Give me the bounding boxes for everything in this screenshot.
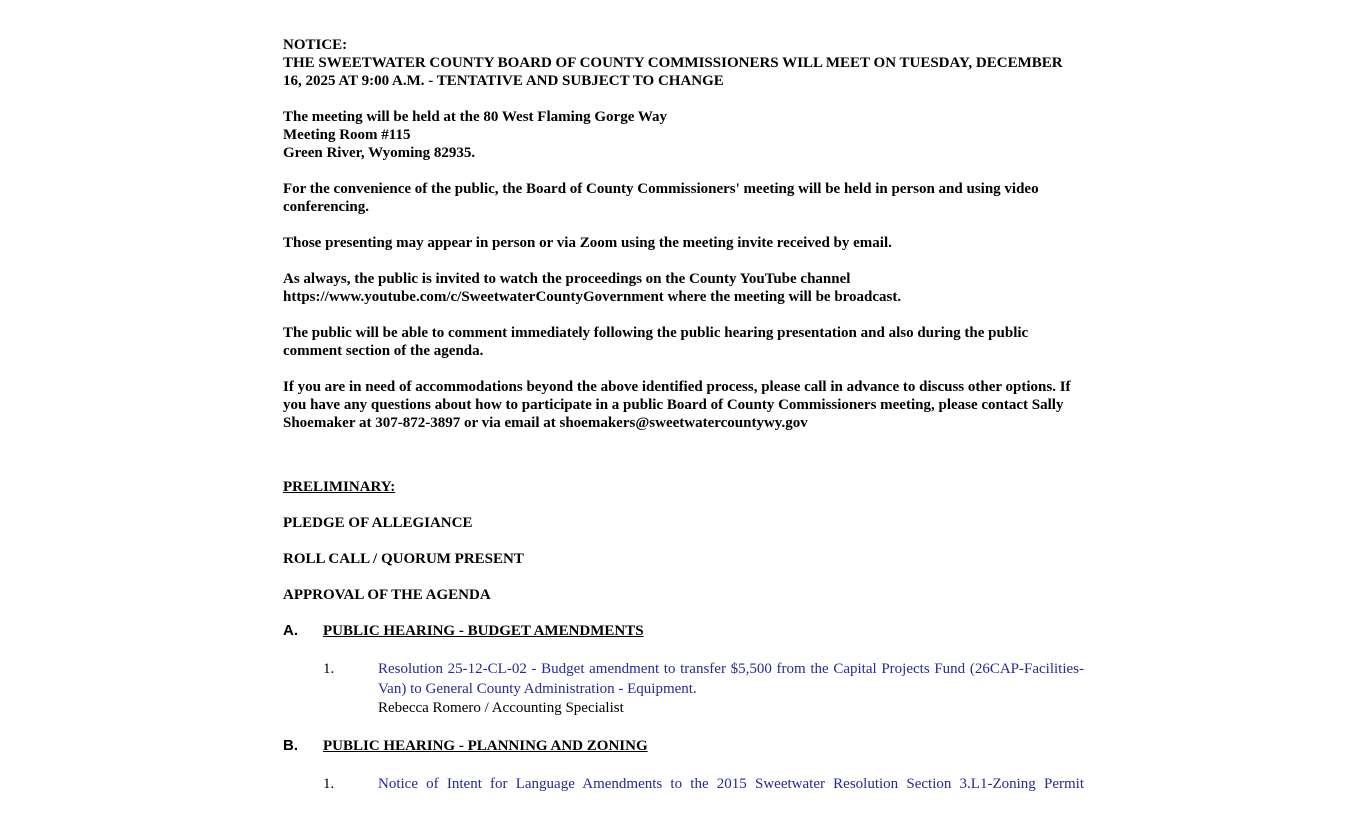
meeting-city-line: Green River, Wyoming 82935. (283, 145, 476, 161)
meeting-room-line: Meeting Room #115 (283, 127, 411, 143)
section-b-letter: B. (283, 737, 298, 754)
section-b-heading (283, 737, 1084, 755)
agenda-item-a1-number: 1. (323, 661, 335, 677)
notice-body: THE SWEETWATER COUNTY BOARD OF COUNTY COMMISSIONERS WILL MEET ON TUESDAY, DECEMBER 16, 2025 AT 9:00 A.M. - TENTATIVE AND SUBJECT TO CHANGE (283, 55, 1063, 89)
section-a-heading (283, 622, 1084, 640)
agenda-item-b1-link[interactable]: Notice of Intent for Language Amendments to the 2015 Sweetwater Resolution Section 3.L1-Zoning Permit (378, 776, 1084, 792)
agenda-item-a1-link[interactable]: Resolution 25-12-CL-02 - Budget amendment to transfer $5,500 from the Capital Projects Fund (26CAP-Facilities-Van) to General County Administration - Equipment. (378, 661, 1084, 697)
agenda-item-a1-presenter: Rebecca Romero / Accounting Specialist (378, 700, 624, 716)
agenda-item-b1-body (378, 774, 1084, 794)
convenience-paragraph: For the convenience of the public, the Board of County Commissioners' meeting will be held in person and using video conferencing. (283, 181, 1039, 215)
agenda-item-b1-number: 1. (323, 776, 335, 792)
notice-paragraph (283, 36, 1084, 90)
public-comment-paragraph: The public will be able to comment immediately following the public hearing presentation and also during the public comment section of the agenda. (283, 325, 1029, 359)
approval-of-agenda-item: APPROVAL OF THE AGENDA (283, 587, 491, 603)
section-a-letter: A. (283, 622, 298, 639)
section-a (283, 622, 1084, 718)
section-b (283, 737, 1084, 794)
section-a-title: PUBLIC HEARING - BUDGET AMENDMENTS (323, 623, 644, 639)
meeting-location-paragraph (283, 108, 1084, 162)
notice-label: NOTICE: (283, 37, 348, 53)
presenting-paragraph: Those presenting may appear in person or via Zoom using the meeting invite received by email. (283, 235, 892, 251)
youtube-paragraph: As always, the public is invited to watch the proceedings on the County YouTube channel https://www.youtube.com/c/SweetwaterCountyGovernment where the meeting will be broadcast. (283, 271, 902, 305)
agenda-item-b1 (323, 774, 1084, 794)
accommodations-paragraph: If you are in need of accommodations beyond the above identified process, please call in advance to discuss other options. If you have any questions about how to participate in a public Board of County Commissioners meeting, please contact Sally Shoemaker at 307-872-3897 or via email at shoemakers@sweetwatercountywy.gov (283, 379, 1071, 431)
agenda-item-a1 (323, 659, 1084, 718)
section-b-title: PUBLIC HEARING - PLANNING AND ZONING (323, 738, 648, 754)
agenda-item-a1-body (378, 659, 1084, 718)
meeting-location-line: The meeting will be held at the 80 West Flaming Gorge Way (283, 109, 668, 125)
agenda-document (283, 36, 1084, 813)
pledge-of-allegiance-item: PLEDGE OF ALLEGIANCE (283, 515, 473, 531)
preliminary-heading: PRELIMINARY: (283, 479, 396, 495)
roll-call-item: ROLL CALL / QUORUM PRESENT (283, 551, 524, 567)
